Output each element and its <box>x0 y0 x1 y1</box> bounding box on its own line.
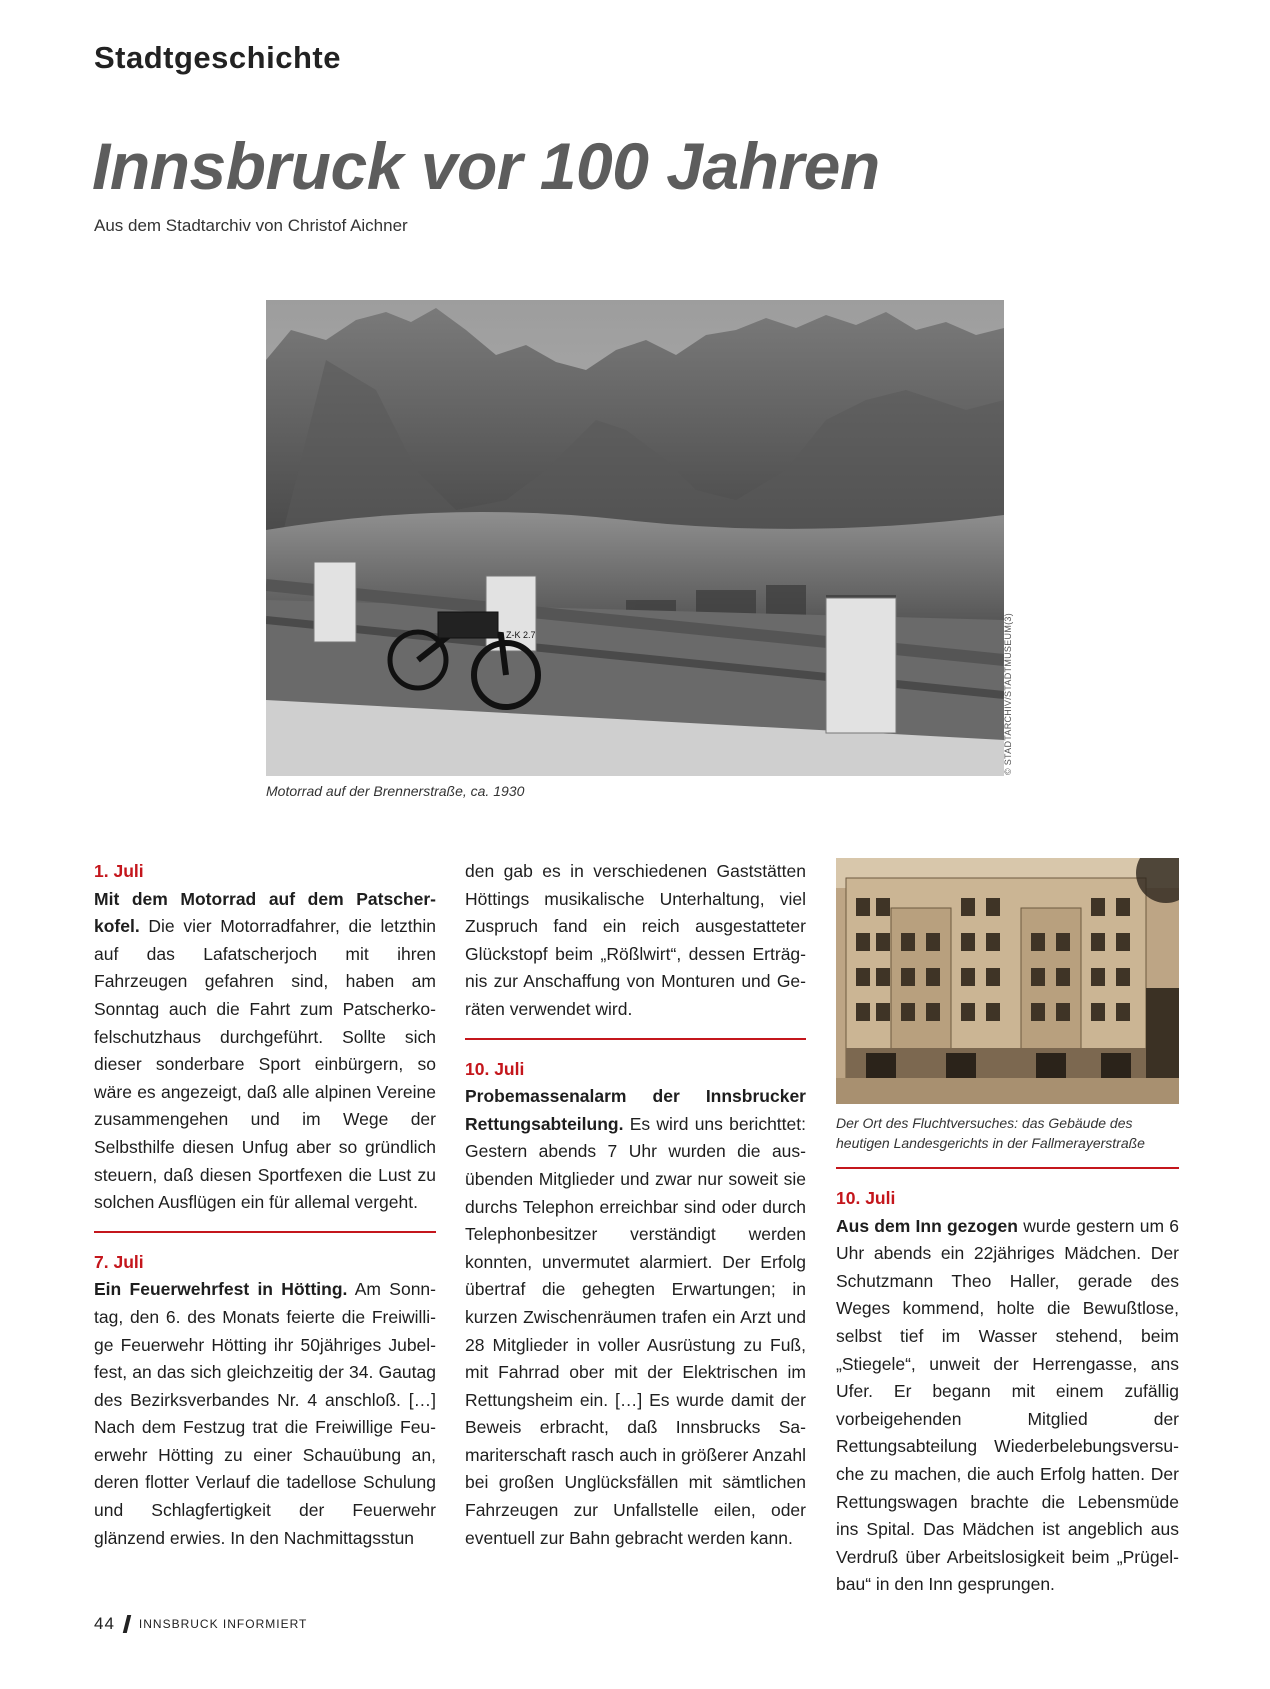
article-body: Die vier Motorradfahrer, die letzthin auf das Lafatscherjoch mit ihren Fahrzeugen gefahren sind, haben am Sonntag auch die Fahrt zum Patscherkofelschutzhaus durchgeführt. Sollte sich dieser sonderbare Sport einbürgern, so wäre es angezeigt, daß alle alpinen Vereine zusammengehen und im Wege der Selbsthilfe diesen Unfug aber so gründlich steuern, daß diesen Sportfexen die Lust zu solchen Ausflügen ein für allemal vergeht. <box>94 916 436 1213</box>
page-title: Innsbruck vor 100 Jahren <box>92 129 880 203</box>
section-title: Stadtgeschichte <box>94 40 341 75</box>
article-date: 1. Juli <box>94 861 144 881</box>
article-body: Es wird uns berichttet: Gestern abends 7 Uhr wurden die ausübenden Mitglieder und zwar nur soweit sie durchs Telephon erreichbar sind oder durch Telephonbesitzer verständigt werden konnten, unvermutet alarmiert. Der Erfolg übertraf die gehegten Erwartungen; in kurzen Zwischenräumen trafen ein Arzt und 28 Mitglieder in voller Ausrüstung zu Fuß, mit Fahrrad ober mit der Elektrischen im Rettungsheim ein. […] Es wurde damit der Beweis erbracht, daß Innsbrucks Samariterschaft rasch auch in größerer Anzahl bei großen Unglücksfällen mit sämtlichen Fahrzeugen zur Unfallstelle eilen, oder eventuell zur Bahn gebracht werden kann. <box>465 1113 806 1548</box>
hero-photo-credit: © STADTARCHIV/STADTMUSEUM(3) <box>1003 612 1013 775</box>
hero-photo <box>266 300 1004 776</box>
building-photo <box>836 858 1179 1104</box>
building-photo-illustration <box>836 858 1179 1104</box>
publication-name: INNSBRUCK INFORMIERT <box>138 1617 308 1631</box>
article-date: 10. Juli <box>465 1058 525 1079</box>
building-photo-caption: Der Ort des Fluchtversuches: das Gebäude des heutigen Landesgerichts in der Fallmerayerstraße <box>836 1115 1145 1151</box>
byline: Aus dem Stadtarchiv von Christof Aichner <box>94 216 408 235</box>
article-text <box>94 886 436 1217</box>
hero-photo-illustration <box>266 300 1004 776</box>
article-headline: Ein Feuerwehrfest in Hötting. <box>94 1279 348 1300</box>
article-body: wurde gestern um 6 Uhr abends ein 22jähriges Mädchen. Der Schutzmann Theo Haller, gerade des Weges kommend, holte die Bewußtlose, selbst tief im Wasser stehend, beim „Stiegele“, unweit der Herrengasse, ans Ufer. Er begann mit einem zufällig vorbeigehenden Mitglied der Rettungsabteilung Wiederbelebungsversuche zu machen, die auch Erfolg hatten. Der Rettungswagen brachte die Lebensmüde ins Spital. Das Mädchen ist angeblich aus Verdruß über Arbeitslosigkeit beim „Prügelbau“ in den Inn gesprungen. <box>836 1215 1179 1595</box>
column-1 <box>94 858 436 1552</box>
section-divider <box>94 1231 436 1233</box>
article-text <box>836 1213 1179 1599</box>
article-body: Am Sonntag, den 6. des Monats feierte die Freiwillige Feuerwehr Hötting ihr 50jähriges Jubelfest, an das sich gleichzeitig der 34. Gautag des Bezirksverbandes Nr. 4 anschloß. […] Nach dem Festzug trat die Freiwillige Feuerwehr Hötting zu einer Schauübung an, deren flotter Verlauf die tadellose Schulung und Schlagfertigkeit der Feuerwehr glänzend erwies. In den Nachmittagsstun <box>94 1279 436 1548</box>
article-date: 10. Juli <box>836 1188 896 1208</box>
section-divider <box>836 1167 1179 1169</box>
article-headline: Mit dem Motorrad auf dem Patscherkofel. <box>94 888 436 937</box>
page-number: 44 <box>94 1614 115 1633</box>
page-footer <box>94 1614 307 1634</box>
article-text <box>94 1276 436 1552</box>
slash-divider <box>123 1615 131 1633</box>
section-divider <box>465 1038 806 1040</box>
column-2 <box>465 858 806 1552</box>
license-plate: Z-K 2.7 <box>506 630 536 640</box>
article-text <box>465 1083 806 1552</box>
column-3 <box>836 858 1179 1599</box>
hero-photo-caption: Motorrad auf der Brennerstraße, ca. 1930 <box>266 783 525 799</box>
article-headline: Probemassenalarm der Innsbrucker Rettungsabteilung. <box>465 1086 806 1134</box>
article-headline: Aus dem Inn gezogen <box>836 1215 1018 1236</box>
article-continuation: den gab es in verschiedenen Gaststätten Höttings musikalische Unterhaltung, viel Zuspruch fand ein reich ausgestatteter Glückstopf beim „Rößlwirt“, dessen Erträgnis zur Anschaffung von Monturen und Geräten verwendet wird. <box>465 861 806 1019</box>
article-date: 7. Juli <box>94 1251 144 1272</box>
